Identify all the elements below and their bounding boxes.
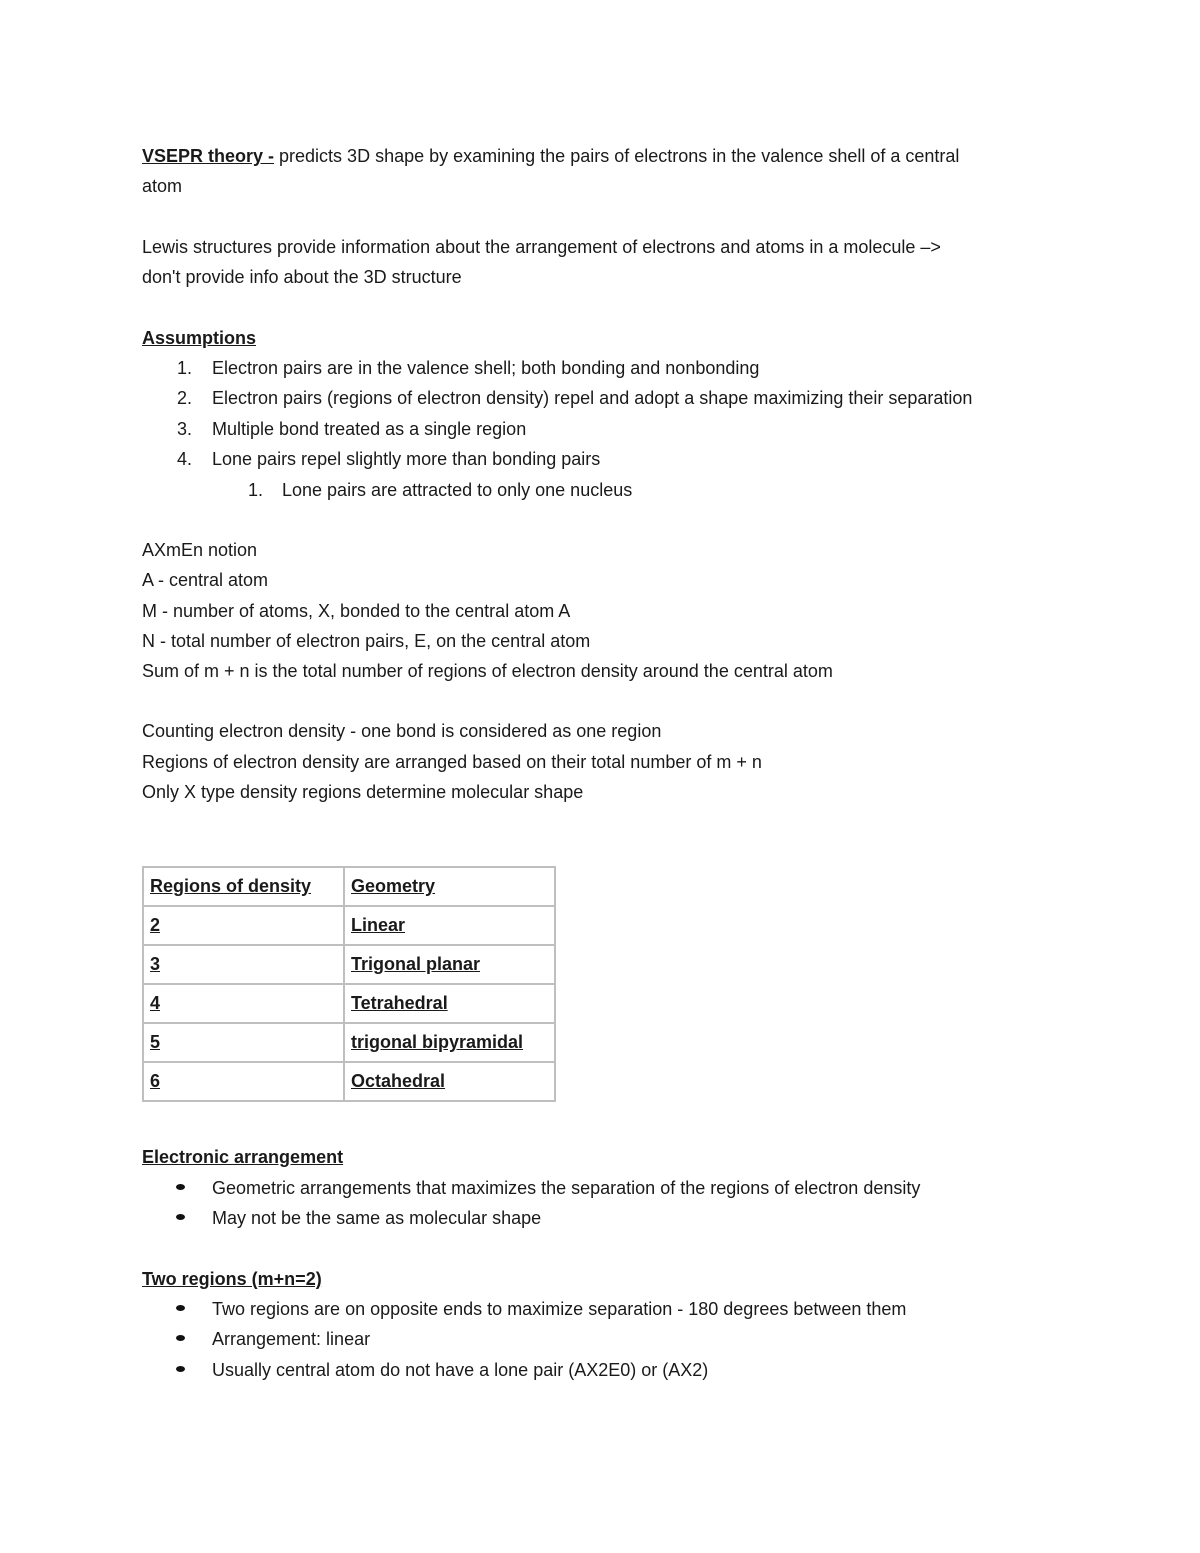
intro-line (142, 145, 959, 167)
table-cell: 5 (143, 1023, 344, 1062)
lewis-line-2: don't provide info about the 3D structure (142, 267, 462, 287)
list-number: 4. (176, 449, 192, 469)
notation-line: AXmEn notion (142, 540, 258, 560)
vsepr-definition: predicts 3D shape by examining the pairs of electrons in the valence shell of a central (274, 146, 960, 166)
table-cell: 2 (143, 906, 344, 945)
electronic-heading: Electronic arrangement (142, 1147, 344, 1167)
bullet-icon (176, 1335, 185, 1341)
counting-line: Regions of electron density are arranged based on their total number of m + n (142, 752, 762, 772)
table-cell: 6 (143, 1062, 344, 1101)
geometry-table (142, 866, 556, 1102)
table-row (143, 1023, 555, 1062)
table-cell: Tetrahedral (344, 984, 555, 1023)
list-number: 2. (176, 388, 192, 408)
table-row (143, 1062, 555, 1101)
bullet-item: Two regions are on opposite ends to maximize separation - 180 degrees between them (212, 1299, 907, 1319)
assumptions-heading: Assumptions (142, 328, 257, 348)
sublist-item: Lone pairs are attracted to only one nucleus (282, 480, 633, 500)
bullet-icon (176, 1305, 185, 1311)
table-cell: 4 (143, 984, 344, 1023)
table-cell: Octahedral (344, 1062, 555, 1101)
bullet-item: Usually central atom do not have a lone pair (AX2E0) or (AX2) (212, 1360, 709, 1380)
two-regions-heading: Two regions (m+n=2) (142, 1269, 322, 1289)
bullet-item: Geometric arrangements that maximizes the separation of the regions of electron density (212, 1178, 921, 1198)
notation-line: A - central atom (142, 570, 269, 590)
table-cell: 3 (143, 945, 344, 984)
notation-line: M - number of atoms, X, bonded to the central atom A (142, 601, 571, 621)
table-header-cell: Regions of density (143, 867, 344, 906)
counting-line: Only X type density regions determine molecular shape (142, 782, 584, 802)
bullet-icon (176, 1366, 185, 1372)
table-row (143, 945, 555, 984)
list-item: Lone pairs repel slightly more than bonding pairs (212, 449, 601, 469)
bullet-item: May not be the same as molecular shape (212, 1208, 542, 1228)
bullet-icon (176, 1184, 185, 1190)
bullet-item: Arrangement: linear (212, 1329, 371, 1349)
list-item: Electron pairs are in the valence shell; both bonding and nonbonding (212, 358, 760, 378)
list-number: 3. (176, 419, 192, 439)
table-row (143, 984, 555, 1023)
vsepr-term: VSEPR theory - (142, 146, 275, 166)
list-number: 1. (176, 358, 192, 378)
sublist-number: 1. (247, 480, 263, 500)
table-cell: Trigonal planar (344, 945, 555, 984)
table-cell: Linear (344, 906, 555, 945)
bullet-icon (176, 1214, 185, 1220)
counting-line: Counting electron density - one bond is considered as one region (142, 721, 662, 741)
intro-line-cont: atom (142, 176, 183, 196)
table-header-row (143, 867, 555, 906)
table-header-cell: Geometry (344, 867, 555, 906)
table-cell: trigonal bipyramidal (344, 1023, 555, 1062)
notation-line: N - total number of electron pairs, E, on the central atom (142, 631, 591, 651)
list-item: Electron pairs (regions of electron density) repel and adopt a shape maximizing their separation (212, 388, 973, 408)
list-item: Multiple bond treated as a single region (212, 419, 527, 439)
notation-line: Sum of m + n is the total number of regions of electron density around the central atom (142, 661, 833, 681)
lewis-line-1: Lewis structures provide information about the arrangement of electrons and atoms in a molecule –> (142, 237, 941, 257)
table-row (143, 906, 555, 945)
